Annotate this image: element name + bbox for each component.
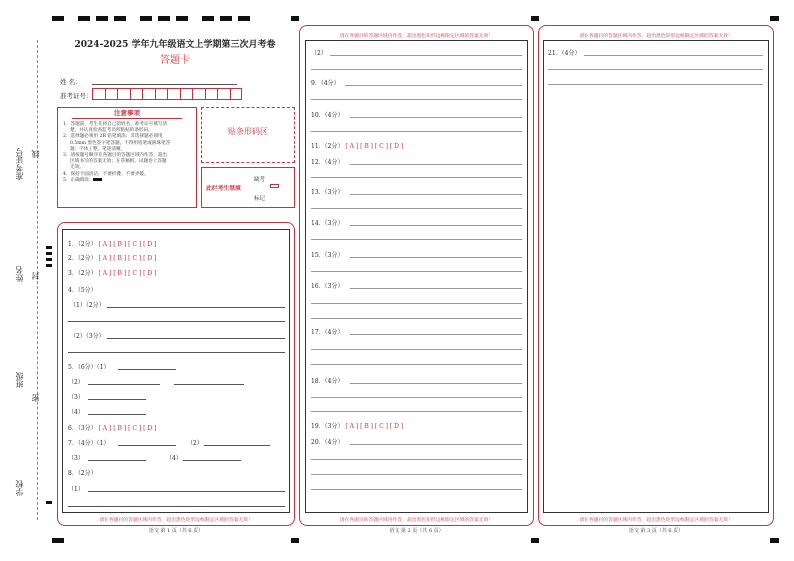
notice-item: 题；字体工整、笔迹清晰。 (70, 146, 126, 152)
side-label-name: 姓名 (15, 266, 24, 282)
timing-mark (291, 538, 299, 543)
answer-line[interactable] (311, 318, 522, 319)
q6-options[interactable]: [ A ] [ B ] [ C ] [ D ] (98, 425, 157, 432)
id-digit-box[interactable] (142, 88, 155, 100)
barcode-label: 贴条形码区 (228, 127, 268, 136)
id-digit-box[interactable] (155, 88, 168, 100)
question-6 (68, 423, 156, 432)
side-mark (46, 252, 52, 255)
name-field[interactable] (92, 84, 237, 85)
q19-options[interactable]: [ A ] [ B ] [ C ] [ D ] (345, 423, 404, 430)
question-1 (68, 239, 156, 248)
answer-line[interactable] (350, 164, 522, 165)
id-digit-box[interactable] (205, 88, 218, 100)
answer-line[interactable] (107, 307, 285, 308)
side-label-class: 班级 (15, 372, 24, 388)
q19-label: 19．（3分） (311, 423, 344, 430)
exam-title: 2024-2025 学年九年级语文上学期第三次月考卷 (74, 40, 276, 50)
question-18: 18．（4分） (311, 378, 344, 385)
notice-item: 楚，并认真检查监考员所粘贴的条形码。 (70, 128, 153, 134)
answer-line[interactable] (88, 399, 146, 400)
q6-label: 6．（3分） (68, 425, 97, 432)
name-label: 姓 名： (60, 78, 82, 86)
id-digit-box[interactable] (117, 88, 130, 100)
question-11 (311, 141, 403, 150)
notice-item: 1．答题前，考生先将自己的姓名，准考证号填写清 (63, 122, 167, 127)
timing-mark (770, 538, 779, 543)
side-label-line: 线 (31, 150, 40, 158)
timing-mark (202, 16, 214, 21)
page2-warning: 请在各题目的答题区域内作答，超出黑色矩形边框限定区域的答案无效！ (339, 518, 494, 523)
answer-line[interactable] (107, 338, 285, 339)
absent-box (201, 167, 295, 208)
timing-mark (96, 16, 108, 21)
timing-mark (770, 16, 779, 21)
answer-line[interactable] (204, 445, 270, 446)
question-4-2: （2）（3分） (70, 333, 105, 340)
id-digit-box[interactable] (230, 88, 243, 100)
timing-mark (176, 16, 188, 21)
answer-line[interactable] (350, 383, 522, 384)
answer-line[interactable] (88, 460, 146, 461)
answer-line[interactable] (311, 349, 522, 350)
timing-mark (291, 16, 299, 21)
answer-line[interactable] (311, 489, 522, 490)
answer-line[interactable] (68, 352, 285, 353)
answer-line[interactable] (311, 397, 522, 398)
question-9: 9．（4分） (311, 80, 340, 87)
answer-line[interactable] (88, 414, 146, 415)
page1-warning: 请在各题目的答题区域内作答，超出黑色矩形边框限定区域的答案无效！ (99, 518, 253, 523)
page1-footer: 语文 第 1 页（共 6 页） (148, 528, 204, 534)
id-digit-box[interactable] (180, 88, 193, 100)
notice-item: 2．选择题必须用 2B 铅笔填涂；非选择题必须用 (63, 134, 163, 140)
timing-mark (158, 16, 170, 21)
answer-line[interactable] (350, 334, 522, 335)
page3-footer: 语文 第 3 页（共 6 页） (628, 528, 684, 534)
notice-box (57, 107, 197, 208)
answer-line[interactable] (311, 459, 522, 460)
timing-mark (220, 16, 232, 21)
answer-line[interactable] (183, 460, 241, 461)
absent-label: 此栏考生禁填 (206, 186, 241, 192)
answer-line[interactable] (548, 84, 763, 85)
answer-line[interactable] (311, 364, 522, 365)
page2-top-warning: 请在各题目的答题区域内作答，超出黑色矩形边框限定区域的答案无效！ (339, 34, 494, 39)
id-digit-box[interactable] (130, 88, 143, 100)
id-digit-box[interactable] (92, 88, 105, 100)
question-2 (68, 253, 156, 262)
question-7-2: （2） (187, 440, 203, 447)
side-mark (46, 258, 52, 261)
side-label-seal: 封 (31, 272, 40, 280)
question-21: 21．（4分） (548, 50, 581, 57)
question-16: 16．（3分） (311, 283, 344, 290)
timing-mark (531, 16, 539, 21)
answer-line[interactable] (330, 55, 522, 56)
answer-line[interactable] (88, 491, 285, 492)
side-mark (46, 246, 52, 249)
q1-label: 1．（2分） (68, 241, 97, 248)
question-8-2: （2） (311, 50, 327, 57)
question-7-3: （3） (68, 455, 84, 462)
answer-line[interactable] (350, 117, 522, 118)
answer-line[interactable] (311, 69, 522, 70)
question-5: 5．（6分）（1） (68, 364, 110, 371)
timing-mark (238, 16, 250, 21)
question-7-4: （4） (166, 455, 182, 462)
question-17: 17．（4分） (311, 329, 344, 336)
answer-line[interactable] (118, 369, 176, 370)
question-4-1: （1）（2分） (70, 302, 105, 309)
barcode-area (201, 107, 295, 163)
timing-mark (140, 16, 152, 21)
answer-line[interactable] (311, 271, 522, 272)
absent-label-a: 缺考 (254, 177, 266, 183)
question-8-1: （1） (68, 486, 84, 493)
question-10: 10．（4分） (311, 112, 344, 119)
timing-mark (52, 16, 64, 21)
side-label-id: 准考证号 (15, 148, 24, 180)
page3-answer-frame (543, 40, 769, 513)
side-label-secret: 密 (31, 394, 40, 402)
answer-sheet-title: 答题卡 (160, 55, 190, 66)
q2-options[interactable]: [ A ] [ B ] [ C ] [ D ] (98, 255, 157, 262)
answer-line[interactable] (548, 69, 763, 70)
timing-mark (78, 16, 90, 21)
notice-item: 0.5mm 黑色签字笔答题，不得用铅笔或圆珠笔答 (70, 140, 171, 146)
page3-warning: 请在各题目的答题区域内作答，超出黑色矩形边框限定区域的答案无效！ (579, 518, 733, 523)
answer-line[interactable] (311, 239, 522, 240)
q11-options[interactable]: [ A ] [ B ] [ C ] [ D ] (345, 143, 404, 150)
page3-top-warning: 请在各题目的答题区域内作答，超出黑色矩形边框限定区域的答案无效！ (579, 34, 733, 39)
answer-line[interactable] (345, 85, 522, 86)
answer-line[interactable] (174, 384, 244, 385)
answer-line[interactable] (311, 131, 522, 132)
q3-options[interactable]: [ A ] [ B ] [ C ] [ D ] (98, 270, 157, 277)
side-mark (46, 264, 52, 267)
question-20: 20．（4分） (311, 439, 344, 446)
page2-footer: 语文 第 2 页（共 6 页） (389, 528, 444, 534)
id-digit-box[interactable] (217, 88, 230, 100)
absent-label-b: 标记 (254, 196, 266, 202)
question-3 (68, 268, 156, 277)
question-8: 8．（2分） (68, 470, 97, 477)
answer-line[interactable] (311, 411, 522, 412)
answer-line[interactable] (68, 506, 285, 507)
id-digit-box[interactable] (167, 88, 180, 100)
notice-item: 4．保持卡面清洁，不要折叠、不要弄破。 (63, 171, 149, 177)
answer-line[interactable] (350, 194, 522, 195)
question-5-4: （4） (68, 409, 84, 416)
question-5-2: （2） (68, 379, 84, 386)
answer-line[interactable] (350, 257, 522, 258)
answer-line[interactable] (350, 288, 522, 289)
notice-item-text: 5．正确填涂 (63, 177, 89, 183)
question-5-3: （3） (68, 394, 84, 401)
answer-line[interactable] (118, 445, 176, 446)
question-7: 7．（4分）（1） (68, 440, 110, 447)
q1-options[interactable]: [ A ] [ B ] [ C ] [ D ] (98, 241, 157, 248)
answer-line[interactable] (350, 444, 522, 445)
question-12: 12．（4分） (311, 159, 344, 166)
side-label-school: 学校 (15, 480, 24, 496)
question-13: 13．（3分） (311, 189, 344, 196)
q2-label: 2．（2分） (68, 255, 97, 262)
answer-line[interactable] (584, 55, 763, 56)
notice-item: 无效。 (70, 165, 84, 171)
answer-line[interactable] (311, 208, 522, 209)
question-4: 4．（5分） (68, 287, 97, 294)
exam-id-boxes[interactable] (92, 88, 242, 100)
q11-label: 11．（2分） (311, 143, 344, 150)
absent-checkbox[interactable] (270, 184, 279, 188)
id-digit-box[interactable] (192, 88, 205, 100)
side-mark (46, 501, 52, 504)
question-19 (311, 421, 403, 430)
timing-mark (531, 538, 539, 543)
answer-line[interactable] (311, 474, 522, 475)
answer-line[interactable] (311, 177, 522, 178)
q3-label: 3．（2分） (68, 270, 97, 277)
notice-item: 区域书写的答案无效；在草稿纸、试题卷上答题 (70, 159, 167, 165)
id-label: 准考证号： (60, 92, 93, 100)
binding-line (37, 40, 38, 520)
answer-line[interactable] (311, 303, 522, 304)
filled-bubble-sample (93, 178, 102, 181)
question-14: 14．（3分） (311, 220, 344, 227)
notice-heading: 注意事项 (72, 108, 182, 119)
question-15: 15．（3分） (311, 252, 344, 259)
answer-line[interactable] (68, 321, 285, 322)
timing-mark (114, 16, 126, 21)
answer-line[interactable] (350, 225, 522, 226)
id-digit-box[interactable] (105, 88, 118, 100)
answer-line[interactable] (88, 384, 160, 385)
timing-mark (52, 538, 64, 543)
answer-line[interactable] (311, 99, 522, 100)
notice-item: 3．请按题号顺序在各题目的答题区域内作答，超出 (63, 153, 167, 159)
notice-item (58, 178, 196, 184)
